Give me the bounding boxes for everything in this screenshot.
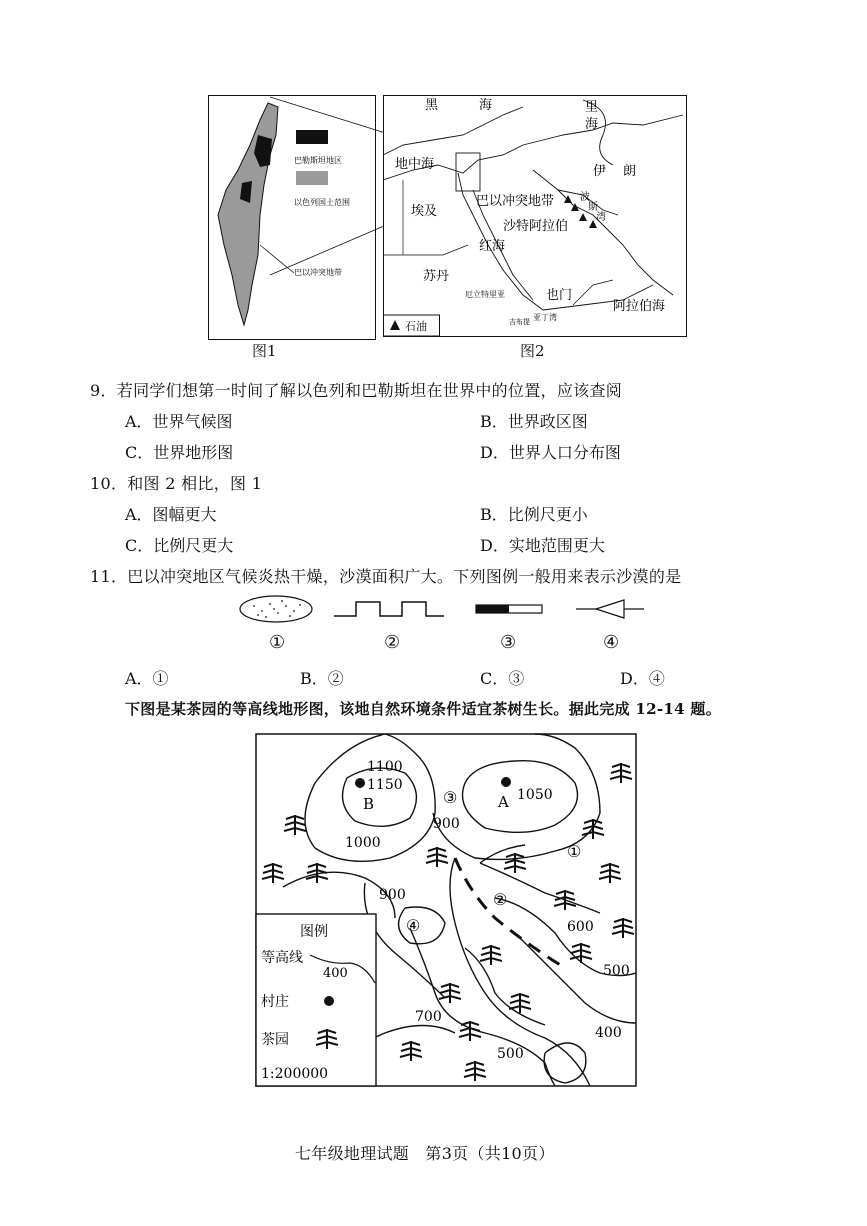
contour-map — [255, 733, 637, 1087]
q9-option-a[interactable]: A．世界气候图 — [125, 412, 233, 431]
label-saudi-arabia: 沙特阿拉伯 — [503, 219, 569, 234]
label-sudan: 苏丹 — [423, 269, 450, 284]
point-a: A — [498, 793, 509, 811]
marker-3: ③ — [443, 788, 458, 807]
marker-1: ① — [567, 842, 582, 861]
q11-option-c[interactable]: C．③ — [480, 669, 525, 688]
label-mediterranean: 地中海 — [395, 157, 435, 172]
map-legend — [256, 914, 376, 1086]
legend-title: 图例 — [300, 924, 328, 940]
legend-label-zone: 巴以冲突地带 — [294, 268, 342, 277]
label-gulf-1: 波 — [580, 192, 590, 203]
question-11: 11．巴以冲突地区气候炎热干燥，沙漠面积广大。下列图例一般用来表示沙漠的是 — [90, 567, 682, 586]
q9-option-d[interactable]: D．世界人口分布图 — [480, 443, 621, 462]
page-footer: 七年级地理试题 第3页（共10页） — [295, 1144, 555, 1163]
legend-label-israel: 以色列国土范围 — [294, 198, 350, 207]
label-yemen: 也门 — [546, 288, 573, 303]
elev-600: 600 — [567, 919, 594, 935]
q10-option-c[interactable]: C．比例尺更大 — [125, 536, 234, 555]
q11-option-a[interactable]: A．① — [125, 669, 169, 688]
elev-1100: 1100 — [367, 759, 403, 775]
label-caspian-2: 海 — [585, 117, 599, 132]
label-black-sea-1: 黑 — [425, 98, 439, 113]
village-b — [355, 778, 365, 788]
legend-contour-label: 等高线 — [261, 950, 303, 966]
label-red-sea: 红海 — [479, 239, 506, 254]
legend-oil-label: 石油 — [405, 320, 427, 333]
elev-1000: 1000 — [345, 835, 381, 851]
marker-2: ② — [493, 890, 508, 909]
label-iran-1: 伊 — [593, 164, 607, 179]
legend-village-icon — [324, 996, 334, 1006]
q11-option-b[interactable]: B．② — [300, 669, 344, 688]
figure-2 — [383, 95, 687, 337]
elev-700: 700 — [415, 1009, 442, 1025]
legend-contour-value: 400 — [323, 966, 348, 981]
label-caspian-1: 里 — [585, 100, 599, 115]
legend-scale: 1:200000 — [261, 1066, 329, 1082]
intro-12-14: 下图是某茶园的等高线地形图，该地自然环境条件适宜茶树生长。据此完成 12-14 题。 — [125, 700, 722, 718]
q10-option-d[interactable]: D．实地范围更大 — [480, 536, 605, 555]
symbol-4-arrow — [576, 600, 644, 618]
figure-2-caption: 图2 — [520, 342, 545, 360]
contour-map-svg — [255, 733, 637, 1087]
q10-option-b[interactable]: B．比例尺更小 — [480, 505, 588, 524]
figure-1-caption: 图1 — [252, 342, 277, 360]
elev-400: 400 — [595, 1025, 622, 1041]
label-gulf-3: 湾 — [596, 212, 606, 223]
label-djibouti: 吉布提 — [509, 318, 530, 326]
elev-900-a: 900 — [433, 816, 460, 832]
symbol-label-2: ② — [384, 632, 401, 653]
point-b: B — [363, 795, 375, 813]
question-9: 9．若同学们想第一时间了解以色列和巴勒斯坦在世界中的位置，应该查阅 — [90, 381, 623, 400]
label-eritrea: 厄立特里亚 — [465, 290, 505, 299]
label-iran-2: 朗 — [623, 164, 637, 179]
q9-option-c[interactable]: C．世界地形图 — [125, 443, 234, 462]
symbol-3-scale-bar — [476, 605, 542, 613]
marker-4: ④ — [406, 916, 421, 935]
symbol-label-3: ③ — [500, 632, 517, 653]
q10-option-a[interactable]: A．图幅更大 — [125, 505, 217, 524]
figure-2-map — [383, 95, 687, 337]
q11-option-d[interactable]: D．④ — [620, 669, 665, 688]
symbol-2-wall — [334, 602, 444, 616]
symbol-1-desert — [240, 596, 312, 622]
legend-label-palestine: 巴勒斯坦地区 — [294, 156, 342, 165]
legend-village-label: 村庄 — [261, 994, 289, 1010]
symbol-label-4: ④ — [603, 632, 620, 653]
label-black-sea-2: 海 — [479, 98, 493, 113]
label-gulf-2: 斯 — [588, 202, 598, 213]
elev-1050: 1050 — [517, 787, 553, 803]
symbol-label-1: ① — [269, 632, 286, 653]
q11-symbols — [236, 594, 656, 656]
label-gulf-of-aden: 亚丁湾 — [533, 313, 557, 322]
village-a — [501, 777, 511, 787]
elev-1150: 1150 — [367, 777, 403, 793]
label-arabian-sea: 阿拉伯海 — [613, 299, 666, 314]
elev-500-a: 500 — [603, 963, 630, 979]
elev-900-b: 900 — [379, 887, 406, 903]
q9-option-b[interactable]: B．世界政区图 — [480, 412, 588, 431]
question-10: 10．和图 2 相比，图 1 — [90, 474, 263, 493]
legend-tea-label: 茶园 — [261, 1032, 289, 1048]
elev-500-b: 500 — [497, 1046, 524, 1062]
label-egypt: 埃及 — [411, 204, 438, 219]
label-conflict-zone: 巴以冲突地带 — [476, 194, 555, 209]
